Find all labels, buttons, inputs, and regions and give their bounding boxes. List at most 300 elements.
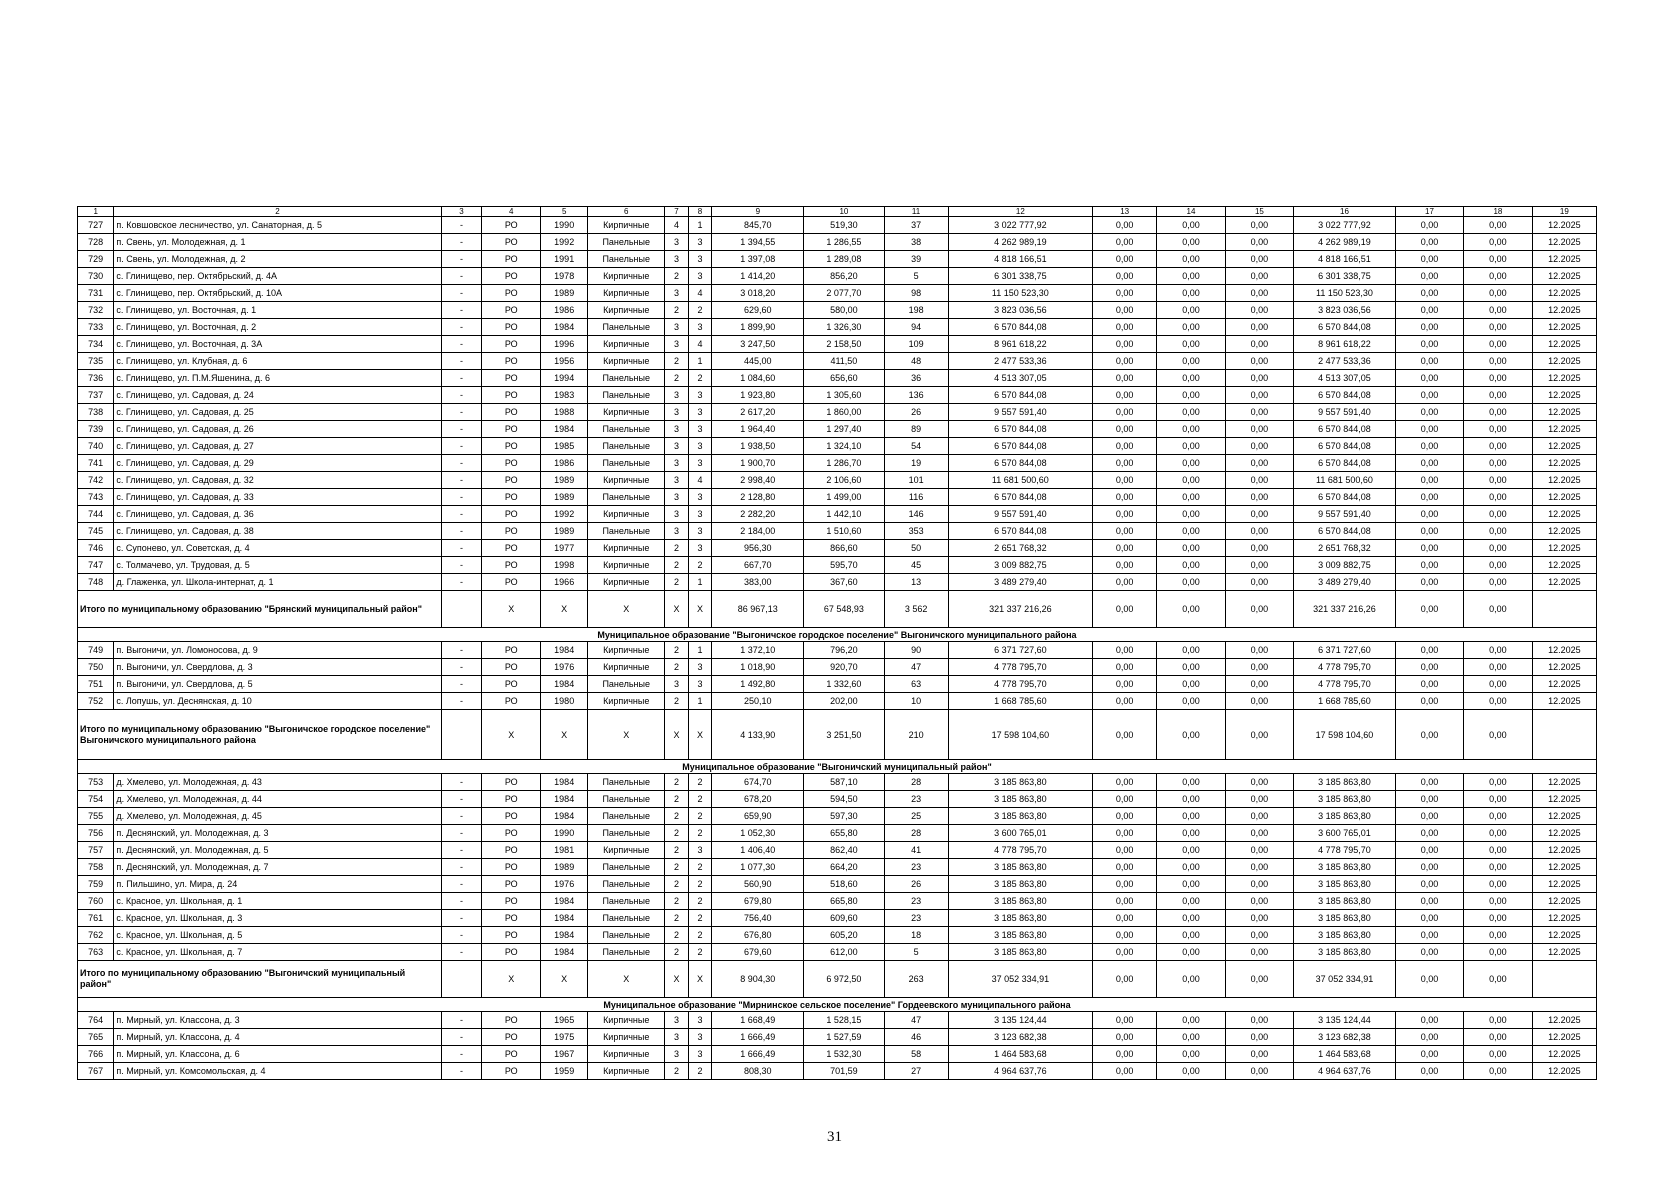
table-cell: 3 — [688, 506, 712, 523]
table-cell: РО — [482, 353, 541, 370]
table-cell: РО — [482, 506, 541, 523]
table-cell: 0,00 — [1157, 302, 1225, 319]
table-cell: 48 — [884, 353, 948, 370]
table-cell: 0,00 — [1225, 489, 1293, 506]
table-cell: 3 022 777,92 — [948, 217, 1092, 234]
table-row — [78, 910, 1597, 927]
column-number: 19 — [1532, 207, 1596, 217]
table-cell: 6 570 844,08 — [1294, 438, 1396, 455]
table-cell: 4 818 166,51 — [948, 251, 1092, 268]
table-cell: 10 — [884, 693, 948, 710]
table-cell: 1 406,40 — [712, 842, 804, 859]
table-cell: 3 — [688, 1012, 712, 1029]
table-cell: - — [441, 1029, 482, 1046]
table-row — [78, 1046, 1597, 1063]
address-cell: п. Ковшовское лесничество, ул. Санаторная, д. 5 — [114, 217, 441, 234]
table-cell: РО — [482, 302, 541, 319]
table-row — [78, 421, 1597, 438]
table-cell: 0,00 — [1225, 472, 1293, 489]
table-cell: 4 262 989,19 — [1294, 234, 1396, 251]
table-cell: 1 499,00 — [804, 489, 884, 506]
table-cell: 0,00 — [1464, 438, 1532, 455]
table-cell: Кирпичные — [588, 842, 665, 859]
table-cell: 3 — [688, 676, 712, 693]
row-number: 762 — [78, 927, 114, 944]
address-cell: с. Глинищево, ул. Садовая, д. 38 — [114, 523, 441, 540]
table-cell: 3 — [688, 489, 712, 506]
table-cell: 3 — [665, 455, 689, 472]
table-row — [78, 506, 1597, 523]
table-cell: - — [441, 234, 482, 251]
table-cell: 0,00 — [1464, 774, 1532, 791]
table-cell: 4 778 795,70 — [948, 842, 1092, 859]
table-cell: 3 123 682,38 — [948, 1029, 1092, 1046]
table-cell: Панельные — [588, 234, 665, 251]
table-cell: 11 681 500,60 — [948, 472, 1092, 489]
table-cell: 36 — [884, 370, 948, 387]
table-cell: 594,50 — [804, 791, 884, 808]
table-cell: 12.2025 — [1532, 455, 1596, 472]
table-cell: 4 778 795,70 — [948, 659, 1092, 676]
table-cell: 2 998,40 — [712, 472, 804, 489]
address-cell: п. Выгоничи, ул. Свердлова, д. 3 — [114, 659, 441, 676]
table-cell: 2 — [688, 557, 712, 574]
table-cell: 2 — [665, 859, 689, 876]
table-cell: 0,00 — [1093, 268, 1157, 285]
table-cell: 3 247,50 — [712, 336, 804, 353]
table-cell: 518,60 — [804, 876, 884, 893]
table-cell: 2 — [665, 825, 689, 842]
subtotal-cell: X — [541, 961, 588, 998]
table-cell: 0,00 — [1225, 540, 1293, 557]
table-cell: 0,00 — [1157, 693, 1225, 710]
table-cell: 0,00 — [1225, 676, 1293, 693]
table-cell: 12.2025 — [1532, 523, 1596, 540]
table-cell: 9 557 591,40 — [1294, 506, 1396, 523]
table-cell: - — [441, 1046, 482, 1063]
table-cell: 12.2025 — [1532, 472, 1596, 489]
table-cell: 1 286,70 — [804, 455, 884, 472]
table-cell: 12.2025 — [1532, 910, 1596, 927]
table-cell: 678,20 — [712, 791, 804, 808]
row-number: 765 — [78, 1029, 114, 1046]
table-cell: 1984 — [541, 791, 588, 808]
table-cell: 1984 — [541, 808, 588, 825]
table-cell: 4 513 307,05 — [1294, 370, 1396, 387]
table-row — [78, 319, 1597, 336]
table-cell: 0,00 — [1157, 1046, 1225, 1063]
table-cell: 0,00 — [1225, 251, 1293, 268]
table-cell: Панельные — [588, 808, 665, 825]
column-number: 6 — [588, 207, 665, 217]
table-cell: - — [441, 370, 482, 387]
table-cell: 0,00 — [1395, 774, 1463, 791]
table-row — [78, 808, 1597, 825]
address-cell: д. Глаженка, ул. Школа-интернат, д. 1 — [114, 574, 441, 591]
table-cell: РО — [482, 1046, 541, 1063]
table-cell: 3 — [665, 234, 689, 251]
table-cell: 0,00 — [1395, 353, 1463, 370]
table-cell: 4 778 795,70 — [948, 676, 1092, 693]
table-cell: 12.2025 — [1532, 859, 1596, 876]
table-cell: 3 — [665, 251, 689, 268]
table-cell: 3 — [665, 676, 689, 693]
table-cell: 3 185 863,80 — [948, 774, 1092, 791]
table-cell: 0,00 — [1395, 421, 1463, 438]
table-cell: 0,00 — [1093, 557, 1157, 574]
table-cell: 4 778 795,70 — [1294, 676, 1396, 693]
subtotal-cell: X — [588, 591, 665, 628]
table-cell: Кирпичные — [588, 268, 665, 285]
table-cell: 2 — [688, 774, 712, 791]
table-cell: - — [441, 251, 482, 268]
table-cell: 1977 — [541, 540, 588, 557]
table-cell: 0,00 — [1093, 574, 1157, 591]
table-cell: 6 570 844,08 — [948, 489, 1092, 506]
table-row — [78, 944, 1597, 961]
table-cell: 3 — [688, 387, 712, 404]
table-cell: 862,40 — [804, 842, 884, 859]
table-cell: 0,00 — [1093, 353, 1157, 370]
table-cell: 1 414,20 — [712, 268, 804, 285]
table-cell: 1 326,30 — [804, 319, 884, 336]
table-cell: 9 557 591,40 — [1294, 404, 1396, 421]
table-cell: 1 077,30 — [712, 859, 804, 876]
table-row — [78, 927, 1597, 944]
table-cell: 6 371 727,60 — [948, 642, 1092, 659]
subtotal-cell — [441, 710, 482, 760]
address-cell: с. Глинищево, ул. Садовая, д. 29 — [114, 455, 441, 472]
table-cell: 1992 — [541, 234, 588, 251]
table-row — [78, 876, 1597, 893]
table-cell: - — [441, 336, 482, 353]
table-cell: 3 185 863,80 — [948, 944, 1092, 961]
table-cell: 0,00 — [1157, 217, 1225, 234]
table-cell: 4 964 637,76 — [1294, 1063, 1396, 1080]
subtotal-cell: 3 562 — [884, 591, 948, 628]
row-number: 738 — [78, 404, 114, 421]
table-cell: 0,00 — [1093, 808, 1157, 825]
subtotal-cell: X — [588, 961, 665, 998]
table-cell: 2 477 533,36 — [948, 353, 1092, 370]
table-cell: Панельные — [588, 676, 665, 693]
table-cell: Панельные — [588, 523, 665, 540]
table-cell: 0,00 — [1225, 791, 1293, 808]
table-cell: 0,00 — [1464, 455, 1532, 472]
row-number: 767 — [78, 1063, 114, 1080]
table-cell: 609,60 — [804, 910, 884, 927]
table-cell: 6 570 844,08 — [948, 319, 1092, 336]
table-cell: 0,00 — [1395, 876, 1463, 893]
table-cell: 2 — [665, 659, 689, 676]
table-cell: 0,00 — [1093, 438, 1157, 455]
table-row — [78, 774, 1597, 791]
table-cell: 0,00 — [1157, 1029, 1225, 1046]
table-cell: 0,00 — [1093, 302, 1157, 319]
table-cell: 1 — [688, 217, 712, 234]
table-row — [78, 489, 1597, 506]
table-cell: 0,00 — [1225, 876, 1293, 893]
table-cell: 0,00 — [1395, 251, 1463, 268]
row-number: 751 — [78, 676, 114, 693]
table-cell: 0,00 — [1464, 421, 1532, 438]
address-cell: п. Выгоничи, ул. Ломоносова, д. 9 — [114, 642, 441, 659]
address-cell: п. Деснянский, ул. Молодежная, д. 3 — [114, 825, 441, 842]
table-cell: - — [441, 825, 482, 842]
table-cell: 2 — [688, 927, 712, 944]
table-cell: 1 899,90 — [712, 319, 804, 336]
table-cell: 11 681 500,60 — [1294, 472, 1396, 489]
table-row — [78, 353, 1597, 370]
address-cell: с. Глинищево, ул. Восточная, д. 3А — [114, 336, 441, 353]
table-cell: 1981 — [541, 842, 588, 859]
column-number: 9 — [712, 207, 804, 217]
table-cell: 0,00 — [1395, 791, 1463, 808]
address-cell: с. Красное, ул. Школьная, д. 3 — [114, 910, 441, 927]
table-cell: 0,00 — [1464, 370, 1532, 387]
table-cell: 6 570 844,08 — [948, 455, 1092, 472]
table-cell: 0,00 — [1464, 859, 1532, 876]
subtotal-cell: 17 598 104,60 — [948, 710, 1092, 760]
table-cell: 3 — [688, 404, 712, 421]
table-cell: 1 289,08 — [804, 251, 884, 268]
table-cell: 5 — [884, 944, 948, 961]
table-cell: 3 185 863,80 — [948, 876, 1092, 893]
table-cell: 3 — [665, 506, 689, 523]
table-cell: 2 — [665, 268, 689, 285]
subtotal-cell: 0,00 — [1395, 961, 1463, 998]
table-cell: РО — [482, 842, 541, 859]
table-cell: 1 018,90 — [712, 659, 804, 676]
row-number: 739 — [78, 421, 114, 438]
table-cell: 0,00 — [1225, 268, 1293, 285]
page-number: 31 — [827, 1129, 842, 1145]
address-cell: с. Глинищево, ул. Восточная, д. 2 — [114, 319, 441, 336]
table-cell: 4 778 795,70 — [1294, 842, 1396, 859]
table-cell: 146 — [884, 506, 948, 523]
table-cell: 2 128,80 — [712, 489, 804, 506]
subtotal-cell: 321 337 216,26 — [948, 591, 1092, 628]
table-cell: 0,00 — [1395, 927, 1463, 944]
table-cell: 0,00 — [1225, 774, 1293, 791]
table-cell: 2 — [688, 876, 712, 893]
table-cell: 605,20 — [804, 927, 884, 944]
subtotal-label: Итого по муниципальному образованию "Выгоничский муниципальный район" — [78, 961, 442, 998]
table-cell: РО — [482, 893, 541, 910]
table-cell: 2 — [688, 859, 712, 876]
table-cell: 6 570 844,08 — [1294, 455, 1396, 472]
table-cell: 1959 — [541, 1063, 588, 1080]
row-number: 729 — [78, 251, 114, 268]
address-cell: д. Хмелево, ул. Молодежная, д. 43 — [114, 774, 441, 791]
table-cell: 0,00 — [1395, 574, 1463, 591]
table-cell: 3 — [688, 1046, 712, 1063]
table-cell: 1984 — [541, 927, 588, 944]
table-cell: 0,00 — [1157, 421, 1225, 438]
table-cell: 756,40 — [712, 910, 804, 927]
table-cell: 0,00 — [1464, 1063, 1532, 1080]
table-cell: 0,00 — [1464, 523, 1532, 540]
table-cell: 612,00 — [804, 944, 884, 961]
table-row — [78, 859, 1597, 876]
table-cell: 12.2025 — [1532, 489, 1596, 506]
address-cell: д. Хмелево, ул. Молодежная, д. 44 — [114, 791, 441, 808]
table-cell: 0,00 — [1225, 574, 1293, 591]
table-row — [78, 825, 1597, 842]
subtotal-cell: 3 251,50 — [804, 710, 884, 760]
table-cell: 2 — [665, 540, 689, 557]
table-cell: РО — [482, 859, 541, 876]
table-cell: РО — [482, 1063, 541, 1080]
table-cell: 0,00 — [1464, 791, 1532, 808]
table-cell: 1989 — [541, 472, 588, 489]
table-cell: 12.2025 — [1532, 825, 1596, 842]
table-cell: 0,00 — [1395, 693, 1463, 710]
table-row — [78, 438, 1597, 455]
table-cell: РО — [482, 1012, 541, 1029]
table-cell: 1984 — [541, 910, 588, 927]
subtotal-cell — [1532, 710, 1596, 760]
table-cell: 12.2025 — [1532, 574, 1596, 591]
section-heading-row — [78, 760, 1597, 774]
table-cell: Панельные — [588, 438, 665, 455]
table-cell: 0,00 — [1157, 353, 1225, 370]
table-cell: Панельные — [588, 370, 665, 387]
table-cell: 0,00 — [1395, 387, 1463, 404]
table-cell: 0,00 — [1157, 404, 1225, 421]
table-cell: 4 — [688, 472, 712, 489]
table-cell: 0,00 — [1093, 1046, 1157, 1063]
table-cell: 89 — [884, 421, 948, 438]
subtotal-cell: X — [688, 961, 712, 998]
table-cell: 0,00 — [1157, 642, 1225, 659]
row-number: 730 — [78, 268, 114, 285]
table-cell: Кирпичные — [588, 557, 665, 574]
table-cell: Кирпичные — [588, 540, 665, 557]
table-cell: 6 301 338,75 — [948, 268, 1092, 285]
table-cell: 1992 — [541, 506, 588, 523]
table-cell: РО — [482, 676, 541, 693]
table-cell: 595,70 — [804, 557, 884, 574]
row-number: 743 — [78, 489, 114, 506]
table-cell: 9 557 591,40 — [948, 506, 1092, 523]
table-cell: 3 — [665, 438, 689, 455]
table-cell: 19 — [884, 455, 948, 472]
table-cell: 12.2025 — [1532, 438, 1596, 455]
table-cell: 2 — [665, 353, 689, 370]
table-cell: Панельные — [588, 944, 665, 961]
table-cell: 0,00 — [1157, 285, 1225, 302]
table-cell: 0,00 — [1157, 336, 1225, 353]
table-cell: 12.2025 — [1532, 893, 1596, 910]
table-cell: 0,00 — [1464, 489, 1532, 506]
table-cell: 2 — [665, 876, 689, 893]
table-cell: 0,00 — [1395, 234, 1463, 251]
column-number: 18 — [1464, 207, 1532, 217]
table-cell: 12.2025 — [1532, 927, 1596, 944]
table-cell: 3 — [688, 455, 712, 472]
table-cell: 1 286,55 — [804, 234, 884, 251]
table-cell: 12.2025 — [1532, 421, 1596, 438]
table-cell: 0,00 — [1225, 642, 1293, 659]
table-cell: 0,00 — [1225, 927, 1293, 944]
table-cell: 0,00 — [1093, 676, 1157, 693]
table-cell: 0,00 — [1395, 825, 1463, 842]
table-cell: 37 — [884, 217, 948, 234]
table-cell: 0,00 — [1157, 251, 1225, 268]
table-cell: 0,00 — [1395, 842, 1463, 859]
table-cell: 1 668 785,60 — [1294, 693, 1396, 710]
table-cell: 0,00 — [1157, 489, 1225, 506]
table-cell: 1988 — [541, 404, 588, 421]
table-cell: РО — [482, 438, 541, 455]
table-row — [78, 285, 1597, 302]
table-cell: 0,00 — [1093, 217, 1157, 234]
table-cell: 0,00 — [1093, 455, 1157, 472]
table-cell: 3 — [688, 540, 712, 557]
table-cell: 1984 — [541, 774, 588, 791]
table-cell: 445,00 — [712, 353, 804, 370]
table-cell: 0,00 — [1395, 523, 1463, 540]
table-cell: 12.2025 — [1532, 791, 1596, 808]
table-cell: 0,00 — [1225, 319, 1293, 336]
table-cell: 0,00 — [1157, 791, 1225, 808]
table-cell: 0,00 — [1225, 910, 1293, 927]
table-cell: 0,00 — [1093, 319, 1157, 336]
table-cell: 587,10 — [804, 774, 884, 791]
row-number: 740 — [78, 438, 114, 455]
table-cell: 1984 — [541, 642, 588, 659]
address-cell: с. Глинищево, ул. Садовая, д. 32 — [114, 472, 441, 489]
table-cell: 0,00 — [1395, 1012, 1463, 1029]
table-cell: 3 185 863,80 — [1294, 876, 1396, 893]
table-cell: 0,00 — [1395, 217, 1463, 234]
address-cell: п. Свень, ул. Молодежная, д. 1 — [114, 234, 441, 251]
table-cell: 2 — [665, 1063, 689, 1080]
address-cell: с. Лопушь, ул. Деснянская, д. 10 — [114, 693, 441, 710]
table-cell: 0,00 — [1093, 642, 1157, 659]
table-cell: Кирпичные — [588, 659, 665, 676]
table-cell: 0,00 — [1093, 489, 1157, 506]
table-cell: 109 — [884, 336, 948, 353]
table-cell: 0,00 — [1093, 910, 1157, 927]
table-cell: РО — [482, 927, 541, 944]
table-cell: 1 305,60 — [804, 387, 884, 404]
table-cell: 2 077,70 — [804, 285, 884, 302]
table-cell: 597,30 — [804, 808, 884, 825]
table-cell: - — [441, 927, 482, 944]
table-cell: 3 600 765,01 — [1294, 825, 1396, 842]
column-number: 10 — [804, 207, 884, 217]
table-cell: 0,00 — [1464, 557, 1532, 574]
table-cell: 1 052,30 — [712, 825, 804, 842]
subtotal-label: Итого по муниципальному образованию "Брянский муниципальный район" — [78, 591, 442, 628]
table-cell: - — [441, 506, 482, 523]
address-cell: с. Толмачево, ул. Трудовая, д. 5 — [114, 557, 441, 574]
table-cell: 0,00 — [1157, 659, 1225, 676]
table-cell: 0,00 — [1225, 455, 1293, 472]
subtotal-cell: 321 337 216,26 — [1294, 591, 1396, 628]
row-number: 749 — [78, 642, 114, 659]
table-cell: 39 — [884, 251, 948, 268]
row-number: 732 — [78, 302, 114, 319]
table-cell: 12.2025 — [1532, 404, 1596, 421]
table-cell: 2 — [665, 557, 689, 574]
table-cell: 956,30 — [712, 540, 804, 557]
table-cell: 0,00 — [1395, 319, 1463, 336]
table-cell: 3 009 882,75 — [948, 557, 1092, 574]
subtotal-row — [78, 591, 1597, 628]
